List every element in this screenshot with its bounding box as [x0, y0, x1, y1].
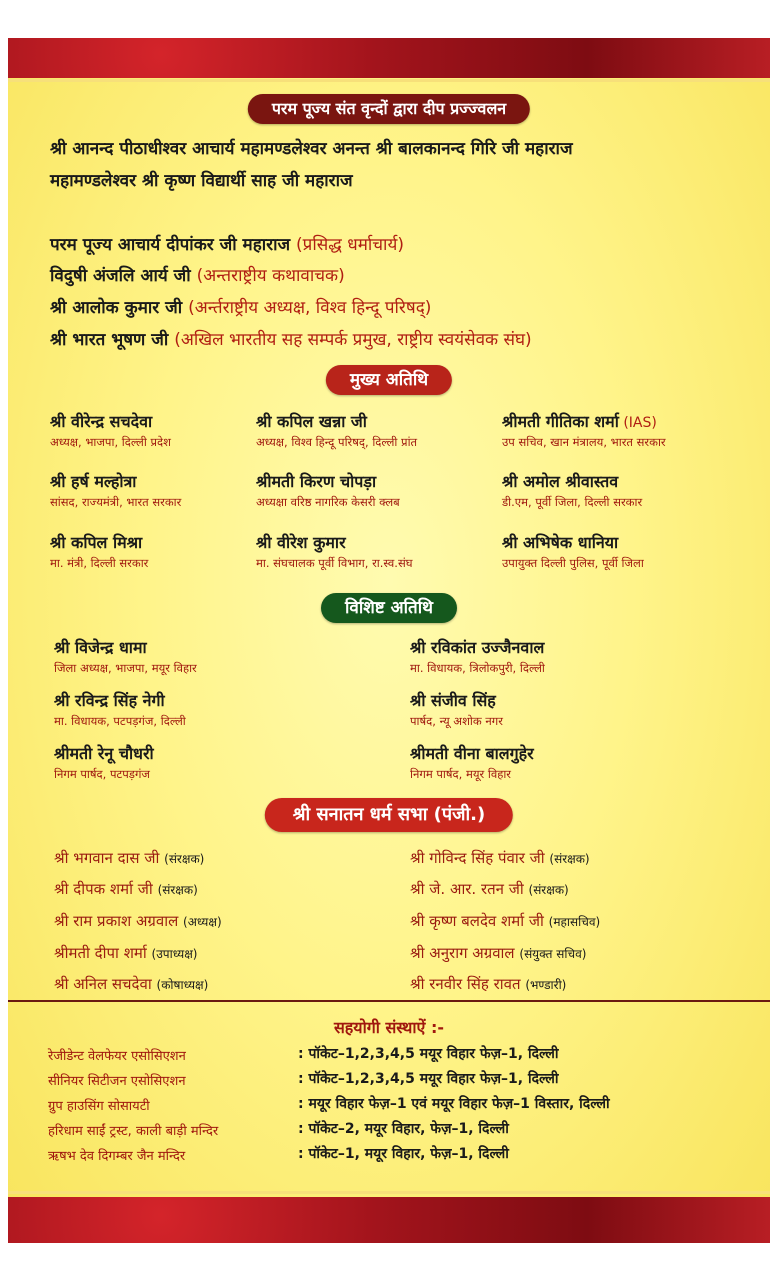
- chief-guest: श्री वीरेश कुमार मा. संघचालक पूर्वी विभाग, रा.स्व.संघ: [256, 533, 413, 570]
- section-divider: [8, 1000, 770, 1002]
- sabha-member: श्री भगवान दास जी (संरक्षक): [54, 849, 205, 867]
- partner-address: : पॉकेट–2, मयूर विहार, फेज़–1, दिल्ली: [298, 1121, 509, 1137]
- special-guests-heading: विशिष्ट अतिथि: [321, 593, 457, 623]
- chief-guest: श्रीमती गीतिका शर्मा (IAS) उप सचिव, खान मंत्रालय, भारत सरकार: [502, 412, 666, 449]
- invitation-card: [8, 38, 770, 1243]
- partner-org: सीनियर सिटीजन एसोसिएशन: [48, 1074, 186, 1089]
- partner-address: : मयूर विहार फेज़–1 एवं मयूर विहार फेज़–1 विस्तार, दिल्ली: [298, 1096, 610, 1112]
- dignitary-2: विदुषी अंजलि आर्य जी (अन्तराष्ट्रीय कथावाचक): [50, 266, 345, 286]
- sabha-member: श्री रनवीर सिंह रावत (भण्डारी): [410, 975, 567, 993]
- sabha-member: श्री दीपक शर्मा जी (संरक्षक): [54, 880, 198, 898]
- partner-address: : पॉकेट–1,2,3,4,5 मयूर विहार फेज़–1, दिल्ली: [298, 1046, 559, 1062]
- sabha-member: श्रीमती दीपा शर्मा (उपाध्यक्ष): [54, 944, 198, 962]
- top-border-band: [8, 38, 770, 78]
- partner-org: रेजीडेन्ट वेलफेयर एसोसिएशन: [48, 1049, 186, 1064]
- special-guest: श्री रविकांत उज्जैनवाल मा. विधायक, त्रिलोकपुरी, दिल्ली: [410, 638, 545, 675]
- sabha-member: श्री गोविन्द सिंह पंवार जी (संरक्षक): [410, 849, 590, 867]
- chief-guests-heading: मुख्य अतिथि: [326, 365, 452, 395]
- partner-org: ऋषभ देव दिगम्बर जैन मन्दिर: [48, 1149, 186, 1164]
- dignitary-4: श्री भारत भूषण जी (अखिल भारतीय सह सम्पर्क प्रमुख, राष्ट्रीय स्वयंसेवक संघ): [50, 330, 532, 350]
- sabha-member: श्री अनुराग अग्रवाल (संयुक्त सचिव): [410, 944, 587, 962]
- dignitary-3: श्री आलोक कुमार जी (अर्न्तराष्ट्रीय अध्यक्ष, विश्व हिन्दू परिषद्): [50, 298, 432, 318]
- sabha-member: श्री राम प्रकाश अग्रवाल (अध्यक्ष): [54, 912, 222, 930]
- sabha-member: श्री कृष्ण बलदेव शर्मा जी (महासचिव): [410, 912, 601, 930]
- special-guest: श्री संजीव सिंह पार्षद, न्यू अशोक नगर: [410, 691, 503, 728]
- partner-org: ग्रुप हाउसिंग सोसायटी: [48, 1099, 150, 1114]
- chief-guest: श्री कपिल खन्ना जी अध्यक्ष, विश्व हिन्दू परिषद्, दिल्ली प्रांत: [256, 412, 418, 449]
- special-guest: श्री रविन्द्र सिंह नेगी मा. विधायक, पटपड़गंज, दिल्ली: [54, 691, 186, 728]
- partners-heading: सहयोगी संस्थाऐं :-: [333, 1018, 445, 1037]
- saint-line-1: श्री आनन्द पीठाधीश्वर आचार्य महामण्डलेश्वर अनन्त श्री बालकानन्द गिरि जी महाराज: [50, 139, 573, 159]
- sabha-member: श्री अनिल सचदेवा (कोषाध्यक्ष): [54, 975, 209, 993]
- lamp-lighting-heading: परम पूज्य संत वृन्दों द्वारा दीप प्रज्ज्वलन: [248, 94, 530, 124]
- saint-line-2: महामण्डलेश्वर श्री कृष्ण विद्यार्थी साह जी महाराज: [50, 171, 353, 191]
- sabha-member: श्री जे. आर. रतन जी (संरक्षक): [410, 880, 569, 898]
- chief-guest: श्री हर्ष मल्होत्रा सांसद, राज्यमंत्री, भारत सरकार: [50, 472, 182, 509]
- chief-guest: श्री वीरेन्द्र सचदेवा अध्यक्ष, भाजपा, दिल्ली प्रदेश: [50, 412, 171, 449]
- chief-guest: श्री अभिषेक धानिया उपायुक्त दिल्ली पुलिस, पूर्वी जिला: [502, 533, 644, 570]
- dignitary-1: परम पूज्य आचार्य दीपांकर जी महाराज (प्रसिद्ध धर्माचार्य): [50, 235, 404, 255]
- special-guest: श्री विजेन्द्र धामा जिला अध्यक्ष, भाजपा, मयूर विहार: [54, 638, 197, 675]
- special-guest: श्रीमती रेनू चौधरी निगम पार्षद, पटपड़गंज: [54, 744, 154, 781]
- bottom-border-band: [8, 1197, 770, 1243]
- partner-org: हरिधाम साईं ट्रस्ट, काली बाड़ी मन्दिर: [48, 1124, 219, 1139]
- chief-guest: श्री अमोल श्रीवास्तव डी.एम, पूर्वी जिला, दिल्ली सरकार: [502, 472, 643, 509]
- special-guest: श्रीमती वीना बालगुहेर निगम पार्षद, मयूर विहार: [410, 744, 534, 781]
- partner-address: : पॉकेट–1, मयूर विहार, फेज़–1, दिल्ली: [298, 1146, 509, 1162]
- chief-guest: श्री कपिल मिश्रा मा. मंत्री, दिल्ली सरकार: [50, 533, 149, 570]
- partner-address: : पॉकेट–1,2,3,4,5 मयूर विहार फेज़–1, दिल्ली: [298, 1071, 559, 1087]
- chief-guest: श्रीमती किरण चोपड़ा अध्यक्षा वरिष्ठ नागरिक केसरी क्लब: [256, 472, 400, 509]
- sabha-heading: श्री सनातन धर्म सभा (पंजी.): [265, 798, 513, 832]
